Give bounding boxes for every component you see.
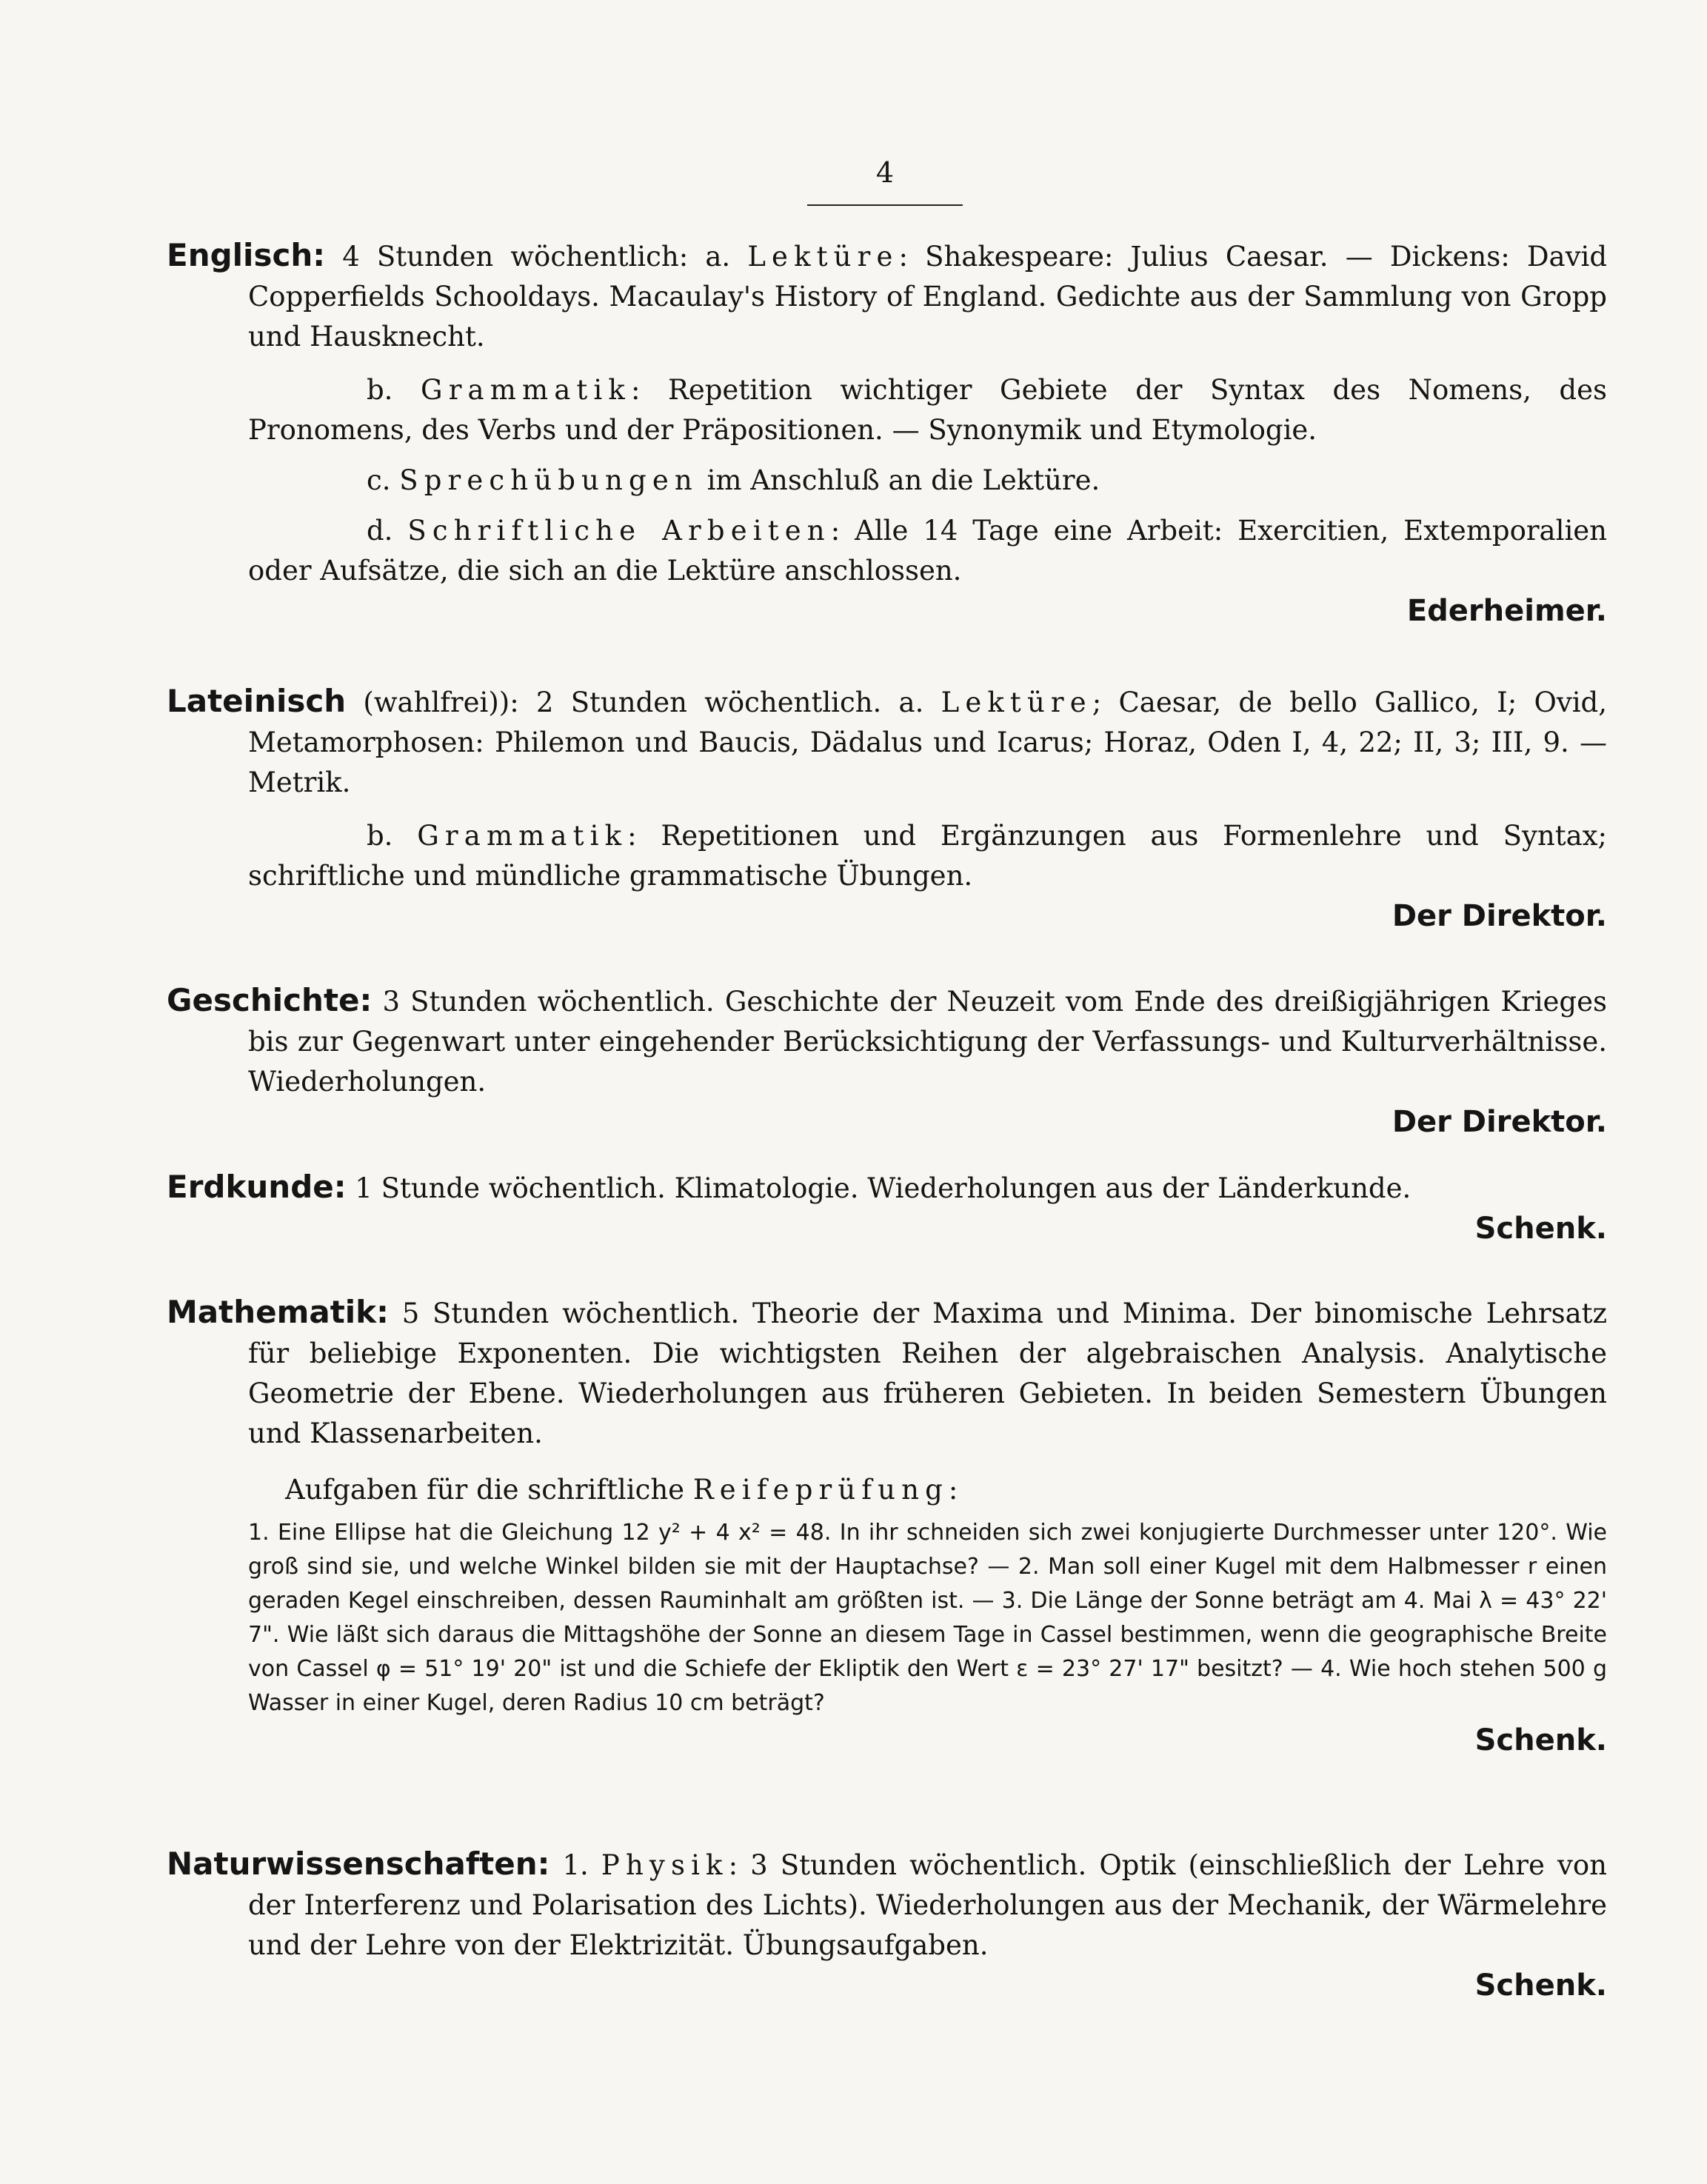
englisch-schriftliche-arbeiten: d. Schriftliche Arbeiten: Alle 14 Tage eine Arbeit: Exercitien, Extemporalien oder Aufsätze, die sich an die Lektüre anschlossen. bbox=[248, 515, 1608, 587]
aufgaben-heading: Aufgaben für die schriftliche Reifeprüfung: bbox=[285, 1474, 958, 1506]
lateinisch-lektuere: Lateinisch (wahlfrei)): 2 Stunden wöchentlich. a. Lektüre; Caesar, de bello Gallico, I; Ovid, Metamorphosen: Philemon und Baucis, Dädalus und Icarus; Horaz, Oden I, 4, 22; II, 3; III, 9. — Metrik. bbox=[167, 683, 1607, 798]
englisch-heading: Englisch: bbox=[167, 237, 326, 273]
section-erdkunde bbox=[167, 1167, 1607, 1249]
aufgaben-text: 1. Eine Ellipse hat die Gleichung 12 y² + 4 x² = 48. In ihr schneiden sich zwei konjugierte Durchmesser unter 120°. Wie groß sind sie, und welche Winkel bilden sie mit der Hauptachse? — 2. Man soll einer Kugel mit dem Halbmesser r einen geraden Kegel einschreiben, dessen Rauminhalt am größten ist. — 3. Die Länge der Sonne beträgt am 4. Mai λ = 43° 22' 7". Wie läßt sich daraus die Mittagshöhe der Sonne an diesem Tage in Cassel bestimmen, wenn die geographische Breite von Cassel φ = 51° 19' 20" ist und die Schiefe der Ekliptik den Wert ε = 23° 27' 17" besitzt? — 4. Wie hoch stehen 500 g Wasser in einer Kugel, deren Radius 10 cm beträgt? bbox=[248, 1520, 1607, 1716]
geschichte-text: Geschichte: 3 Stunden wöchentlich. Geschichte der Neuzeit vom Ende des dreißigjährigen Krieges bis zur Gegenwart unter eingehender Berücksichtigung der Verfassungs- und Kulturverhältnisse. Wiederholungen. bbox=[167, 982, 1607, 1098]
englisch-lektuere: Englisch: 4 Stunden wöchentlich: a. Lektüre: Shakespeare: Julius Caesar. — Dickens: David Copperfields Schooldays. Macaulay's History of England. Gedichte aus der Sammlung von Gropp und Hausknecht. bbox=[167, 237, 1608, 353]
page-number: 4 bbox=[875, 156, 895, 189]
erdkunde-heading: Erdkunde: bbox=[167, 1169, 347, 1205]
section-englisch bbox=[167, 236, 1607, 631]
lateinisch-lektuere-label: Lektüre bbox=[941, 687, 1092, 718]
reifepruefung-label: Reifeprüfung bbox=[692, 1474, 949, 1506]
mathematik-signature: Schenk. bbox=[1474, 1723, 1607, 1757]
lateinisch-signature: Der Direktor. bbox=[1392, 899, 1607, 933]
englisch-schriftliche-label: Schriftliche Arbeiten bbox=[407, 515, 831, 547]
physik-label: Physik bbox=[601, 1849, 729, 1881]
erdkunde-text: Erdkunde: 1 Stunde wöchentlich. Klimatologie. Wiederholungen aus der Länderkunde. bbox=[167, 1169, 1412, 1205]
section-mathematik bbox=[167, 1292, 1607, 1760]
englisch-grammatik-label: Grammatik bbox=[421, 374, 631, 406]
erdkunde-signature: Schenk. bbox=[1474, 1212, 1607, 1246]
section-naturwissenschaften bbox=[167, 1844, 1607, 2006]
naturwissenschaften-signature: Schenk. bbox=[1474, 1968, 1607, 2003]
englisch-lektuere-label: Lektüre bbox=[747, 241, 899, 273]
naturwissenschaften-heading: Naturwissenschaften: bbox=[167, 1846, 550, 1882]
englisch-sprechuebungen: c. Sprechübungen im Anschluß an die Lektüre. bbox=[367, 464, 1100, 496]
englisch-grammatik: b. Grammatik: Repetition wichtiger Gebiete der Syntax des Nomens, des Pronomens, des Verbs und der Präpositionen. — Synonymik und Etymologie. bbox=[248, 374, 1607, 446]
section-geschichte bbox=[167, 981, 1607, 1142]
englisch-sprechuebungen-label: Sprechübungen bbox=[399, 464, 698, 496]
geschichte-signature: Der Direktor. bbox=[1392, 1105, 1607, 1139]
page-number-rule bbox=[807, 204, 963, 206]
lateinisch-heading: Lateinisch bbox=[167, 683, 347, 719]
englisch-signature: Ederheimer. bbox=[1406, 594, 1607, 628]
lateinisch-grammatik: b. Grammatik: Repetitionen und Ergänzungen aus Formenlehre und Syntax; schriftliche und mündliche grammatische Übungen. bbox=[248, 820, 1607, 892]
lateinisch-grammatik-label: Grammatik bbox=[417, 820, 628, 852]
naturwissenschaften-text: Naturwissenschaften: 1. Physik: 3 Stunden wöchentlich. Optik (einschließlich der Lehre von der Interferenz und Polarisation des Lichts). Wiederholungen aus der Mechanik, der Wärmelehre und der Lehre von der Elektrizität. Übungsaufgaben. bbox=[167, 1846, 1607, 1961]
mathematik-heading: Mathematik: bbox=[167, 1294, 389, 1330]
mathematik-text: Mathematik: 5 Stunden wöchentlich. Theorie der Maxima und Minima. Der binomische Lehrsatz für beliebige Exponenten. Die wichtigsten Reihen der algebraischen Analysis. Analytische Geometrie der Ebene. Wiederholungen aus früheren Gebieten. In beiden Semestern Übungen und Klassenarbeiten. bbox=[167, 1294, 1607, 1449]
section-lateinisch bbox=[167, 681, 1607, 936]
geschichte-heading: Geschichte: bbox=[167, 982, 373, 1018]
